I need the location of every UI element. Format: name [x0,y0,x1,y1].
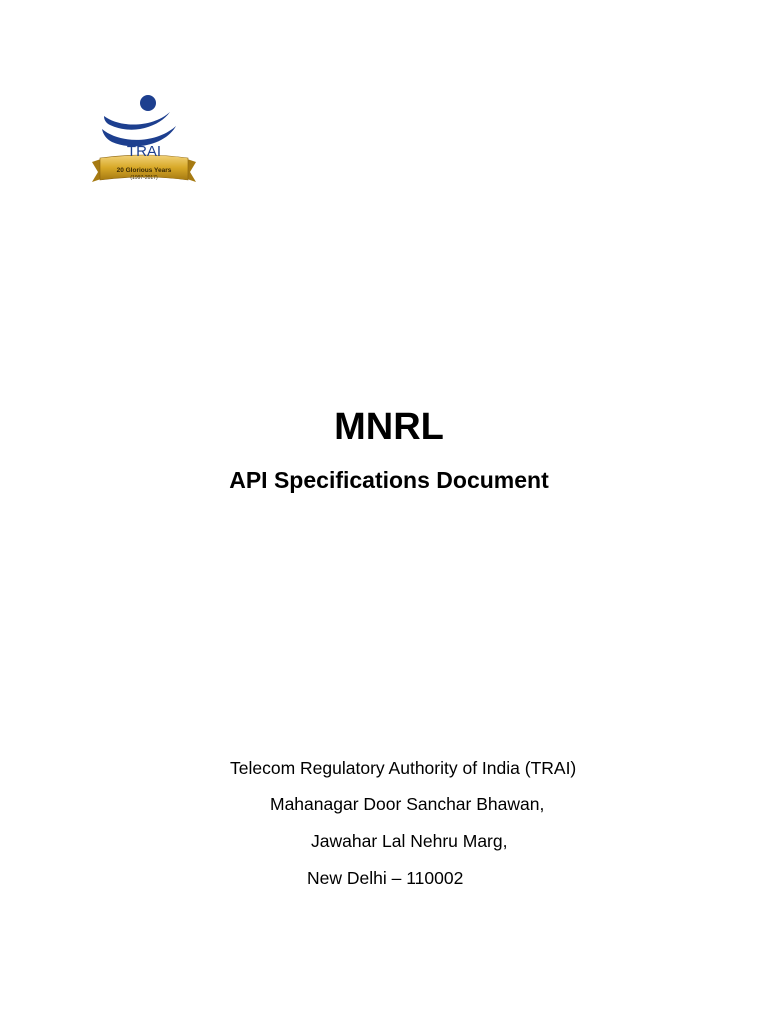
address-city: New Delhi – 110002 [307,868,464,888]
document-subtitle: API Specifications Document [229,467,549,493]
logo-banner-years: (1997-2017) [130,175,158,181]
logo-banner-text: 20 Glorious Years [116,167,172,174]
document-title: MNRL [334,406,444,448]
address-building: Mahanagar Door Sanchar Bhawan, [270,794,545,814]
trai-logo [90,92,198,188]
address-street: Jawahar Lal Nehru Marg, [311,831,508,851]
logo-name: TRAI [126,143,162,160]
address-organization: Telecom Regulatory Authority of India (TRAI) [230,758,577,778]
